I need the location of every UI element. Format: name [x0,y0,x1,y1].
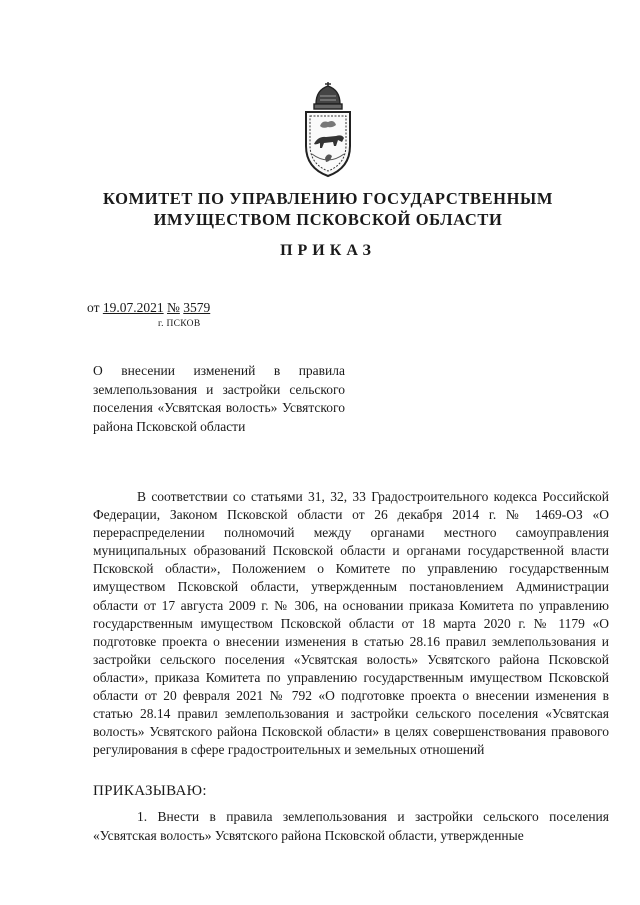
organization-name-line1: КОМИТЕТ ПО УПРАВЛЕНИЮ ГОСУДАРСТВЕННЫМ [103,189,553,208]
document-type-title: ПРИКАЗ [280,242,376,259]
coat-of-arms-icon [298,82,358,178]
order-number: 3579 [183,300,211,315]
order-date: 19.07.2021 [102,300,164,315]
issue-city: г. ПСКОВ [158,319,201,329]
order-subject: О внесении изменений в правила землепользования и застройки сельского поселения «Усвятская волость» Усвятского района Псковской области [93,363,345,434]
from-label: от [87,300,100,315]
preamble-paragraph: В соответствии со статьями 31, 32, 33 Градостроительного кодекса Российской Федерации, Законом Псковской области от 26 декабря 2014 г. № 1469-ОЗ «О перераспределении полномочий между органами местного самоуправления муниципальных образований Псковской области и органами государственной власти Псковской области», Положением о Комитете по управлению государственным имуществом Псковской области, утвержденным постановлением Администрации области от 17 августа 2009 г. № 306, на основании приказа Комитета по управлению государственным имуществом Псковской области от 18 марта 2020 г. № 1179 «О подготовке проекта о внесении изменения в статью 28.16 правил землепользования и застройки сельского поселения «Усвятская волость» Усвятского района Псковской области», приказа Комитета по управлению государственным имуществом Псковской области от 20 февраля 2021 № 792 «О подготовке проекта о внесении изменения в статью 28.14 правил землепользования и застройки сельского поселения «Усвятская волость» Усвятского района Псковской области» в целях совершенствования правового регулирования в сфере градостроительных и земельных отношений [93,489,609,758]
organization-name-line2: ИМУЩЕСТВОМ ПСКОВСКОЙ ОБЛАСТИ [153,210,503,229]
decree-heading: ПРИКАЗЫВАЮ: [93,783,207,799]
order-date-number [87,300,210,316]
number-label: № [166,300,180,315]
clause-1: 1. Внести в правила землепользования и застройки сельского поселения «Усвятская волость» Усвятского района Псковской области, утвержденные [93,809,609,843]
organization-name [86,188,570,230]
